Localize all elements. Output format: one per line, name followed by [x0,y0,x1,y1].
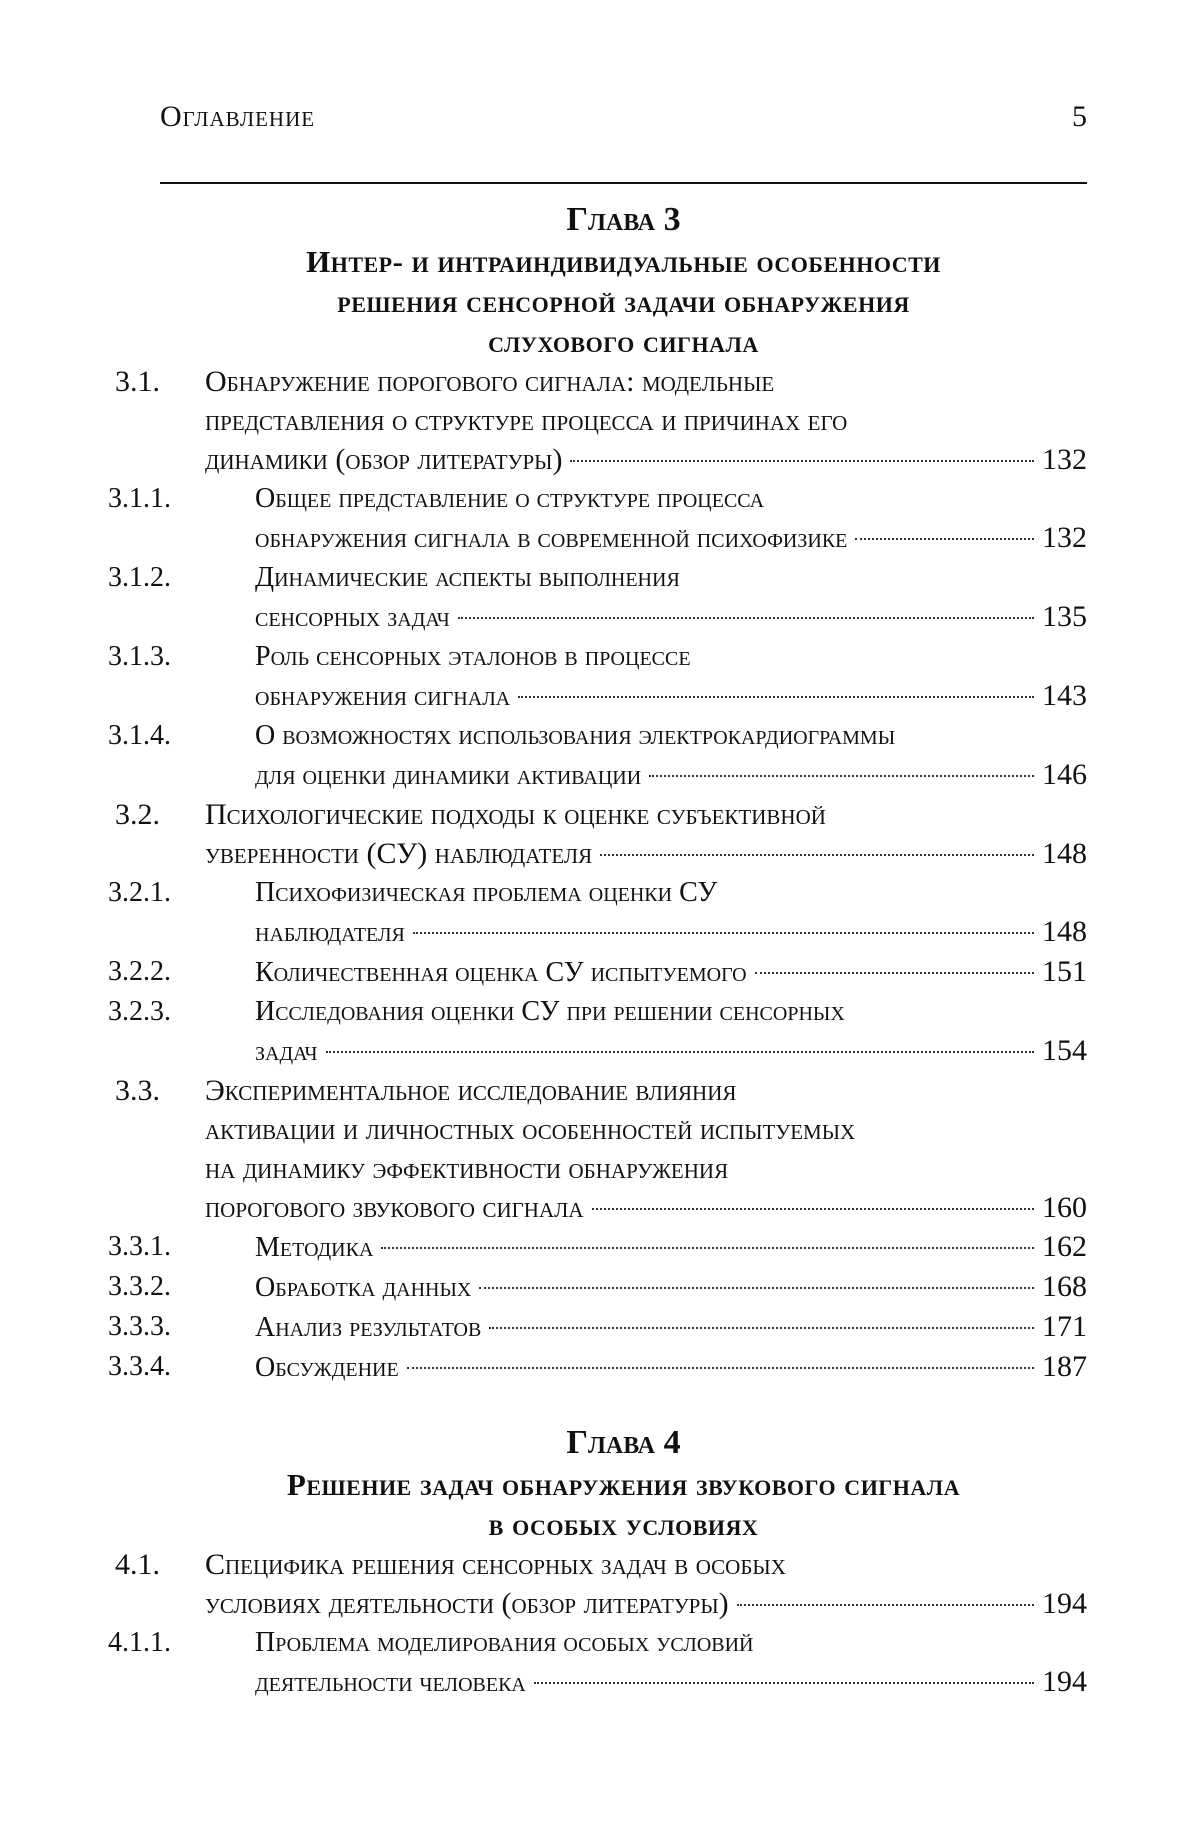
section-title [255,992,1087,1071]
section-number: 3.3.2. [108,1267,171,1306]
page-ref: 146 [1042,755,1087,794]
section-number: 3.3.4. [108,1347,171,1386]
section-title-last-line [205,440,1087,479]
section-number: 3.3.3. [108,1307,171,1346]
section-title-line: задач [255,1032,318,1071]
chapter-3-subtitle-line: Интер- и интраиндивидуальные особенности [160,242,1087,282]
toc-subsection [160,637,1087,716]
section-title-last-line [255,597,1087,637]
page-ref: 160 [1042,1188,1087,1227]
section-title-line: Обработка данных [255,1268,471,1307]
page-ref: 187 [1042,1347,1087,1386]
section-title-last-line [255,1227,1087,1267]
chapter-3-title: Глава 3 [160,198,1087,242]
header-rule [160,182,1087,184]
dot-leader [649,775,1034,777]
section-title-line: Обнаружение порогового сигнала: модельные [205,362,1087,401]
section-title-line: условиях деятельности (обзор литературы) [205,1584,729,1623]
toc-subsection [160,1227,1087,1267]
section-title-line: для оценки динамики активации [255,756,641,795]
page-ref: 194 [1042,1584,1087,1623]
chapter-4-subtitle [160,1465,1087,1545]
section-title [255,1307,1087,1347]
section-title [255,558,1087,637]
section-title-line: Психофизическая проблема оценки СУ [255,873,1087,912]
toc-section [160,362,1087,479]
section-title [255,873,1087,952]
toc-subsection [160,952,1087,992]
section-number: 3.2.1. [108,873,171,912]
section-title-line: обнаружения сигнала в современной психофизике [255,519,847,558]
section-title-line: Психологические подходы к оценке субъективной [205,795,1087,834]
section-title [205,1071,1087,1227]
toc-subsection [160,716,1087,795]
dot-leader [600,854,1034,856]
section-number: 3.1. [115,362,160,401]
dot-leader [737,1604,1034,1606]
section-title-line: обнаружения сигнала [255,677,510,716]
chapter-4 [160,1421,1087,1702]
section-title-line: представления о структуре процесса и причинах его [205,401,1087,440]
section-title-line: активации и личностных особенностей испытуемых [205,1110,1087,1149]
page-number: 5 [1072,100,1087,134]
dot-leader [855,538,1034,540]
section-title [205,1545,1087,1623]
toc-section [160,1545,1087,1623]
section-title-line: Общее представление о структуре процесса [255,479,1087,518]
toc-section [160,795,1087,873]
section-title-line: Количественная оценка СУ испытуемого [255,953,747,992]
running-head [160,100,1087,142]
section-title-line: порогового звукового сигнала [205,1188,584,1227]
section-title-line: деятельности человека [255,1663,526,1702]
section-number: 4.1. [115,1545,160,1584]
section-title-line: уверенности (СУ) наблюдателя [205,834,592,873]
toc-subsection [160,479,1087,558]
section-title-line: Роль сенсорных эталонов в процессе [255,637,1087,676]
toc-subsection [160,1347,1087,1387]
section-title-line: Обсуждение [255,1348,399,1387]
section-title-last-line [255,755,1087,795]
toc-subsection [160,1623,1087,1702]
section-title-line: динамики (обзор литературы) [205,440,562,479]
section-title-line: Исследования оценки СУ при решении сенсорных [255,992,1087,1031]
dot-leader [489,1327,1034,1329]
section-title-last-line [255,952,1087,992]
chapter-3 [160,198,1087,1387]
page-ref: 171 [1042,1307,1087,1346]
running-head-title: Оглавление [160,100,315,134]
toc-page [160,100,1087,1702]
section-title [255,1227,1087,1267]
toc-section [160,1071,1087,1227]
section-title [255,1623,1087,1702]
toc-subsection [160,558,1087,637]
section-title [255,1347,1087,1387]
dot-leader [755,972,1034,974]
section-title-line: Специфика решения сенсорных задач в особых [205,1545,1087,1584]
section-number: 3.2.3. [108,992,171,1031]
section-title-last-line [255,912,1087,952]
section-title-line: Анализ результатов [255,1308,481,1347]
section-title-last-line [255,1031,1087,1071]
section-title [255,637,1087,716]
section-title-last-line [255,1307,1087,1347]
chapter-3-subtitle-line: слухового сигнала [160,322,1087,362]
dot-leader [479,1287,1034,1289]
page-ref: 148 [1042,834,1087,873]
section-number: 3.1.2. [108,558,171,597]
page-ref: 132 [1042,440,1087,479]
toc-subsection [160,992,1087,1071]
section-title-line: на динамику эффективности обнаружения [205,1149,1087,1188]
toc-subsection [160,873,1087,952]
section-title [205,795,1087,873]
section-title [255,479,1087,558]
section-title [255,716,1087,795]
section-number: 3.1.4. [108,716,171,755]
page-ref: 194 [1042,1662,1087,1701]
section-title [205,362,1087,479]
page-ref: 132 [1042,518,1087,557]
section-number: 3.3.1. [108,1227,171,1266]
dot-leader [518,696,1034,698]
section-title-line: наблюдателя [255,913,405,952]
section-title-last-line [255,1347,1087,1387]
page-ref: 143 [1042,676,1087,715]
dot-leader [413,932,1034,934]
dot-leader [592,1208,1034,1210]
section-title [255,952,1087,992]
section-title-line: Экспериментальное исследование влияния [205,1071,1087,1110]
page-ref: 135 [1042,597,1087,636]
page-ref: 162 [1042,1227,1087,1266]
dot-leader [570,460,1034,462]
toc-subsection [160,1307,1087,1347]
chapter-4-subtitle-line: Решение задач обнаружения звукового сигнала [160,1465,1087,1505]
section-number: 3.1.1. [108,479,171,518]
section-title-line: сенсорных задач [255,598,450,637]
page-ref: 148 [1042,912,1087,951]
section-title-last-line [205,1584,1087,1623]
chapter-3-subtitle [160,242,1087,362]
section-title-line: О возможностях использования электрокардиограммы [255,716,1087,755]
section-title-last-line [205,1188,1087,1227]
chapter-4-subtitle-line: в особых условиях [160,1505,1087,1545]
section-title-line: Методика [255,1228,373,1267]
chapter-3-subtitle-line: решения сенсорной задачи обнаружения [160,282,1087,322]
chapter-gap [160,1387,1087,1421]
section-title-last-line [255,1267,1087,1307]
dot-leader [381,1247,1034,1249]
dot-leader [326,1051,1034,1053]
page-ref: 154 [1042,1031,1087,1070]
dot-leader [407,1367,1034,1369]
chapter-4-entries [160,1545,1087,1702]
chapter-4-title: Глава 4 [160,1421,1087,1465]
section-title-line: Динамические аспекты выполнения [255,558,1087,597]
section-title-last-line [255,1662,1087,1702]
section-number: 3.2.2. [108,952,171,991]
section-title-last-line [205,834,1087,873]
section-title-last-line [255,676,1087,716]
section-title-line: Проблема моделирования особых условий [255,1623,1087,1662]
toc-subsection [160,1267,1087,1307]
dot-leader [534,1682,1034,1684]
page-ref: 151 [1042,952,1087,991]
section-title [255,1267,1087,1307]
chapter-3-entries [160,362,1087,1387]
section-number: 3.3. [115,1071,160,1110]
section-number: 4.1.1. [108,1623,171,1662]
section-number: 3.1.3. [108,637,171,676]
page-ref: 168 [1042,1267,1087,1306]
section-number: 3.2. [115,795,160,834]
dot-leader [458,617,1034,619]
section-title-last-line [255,518,1087,558]
